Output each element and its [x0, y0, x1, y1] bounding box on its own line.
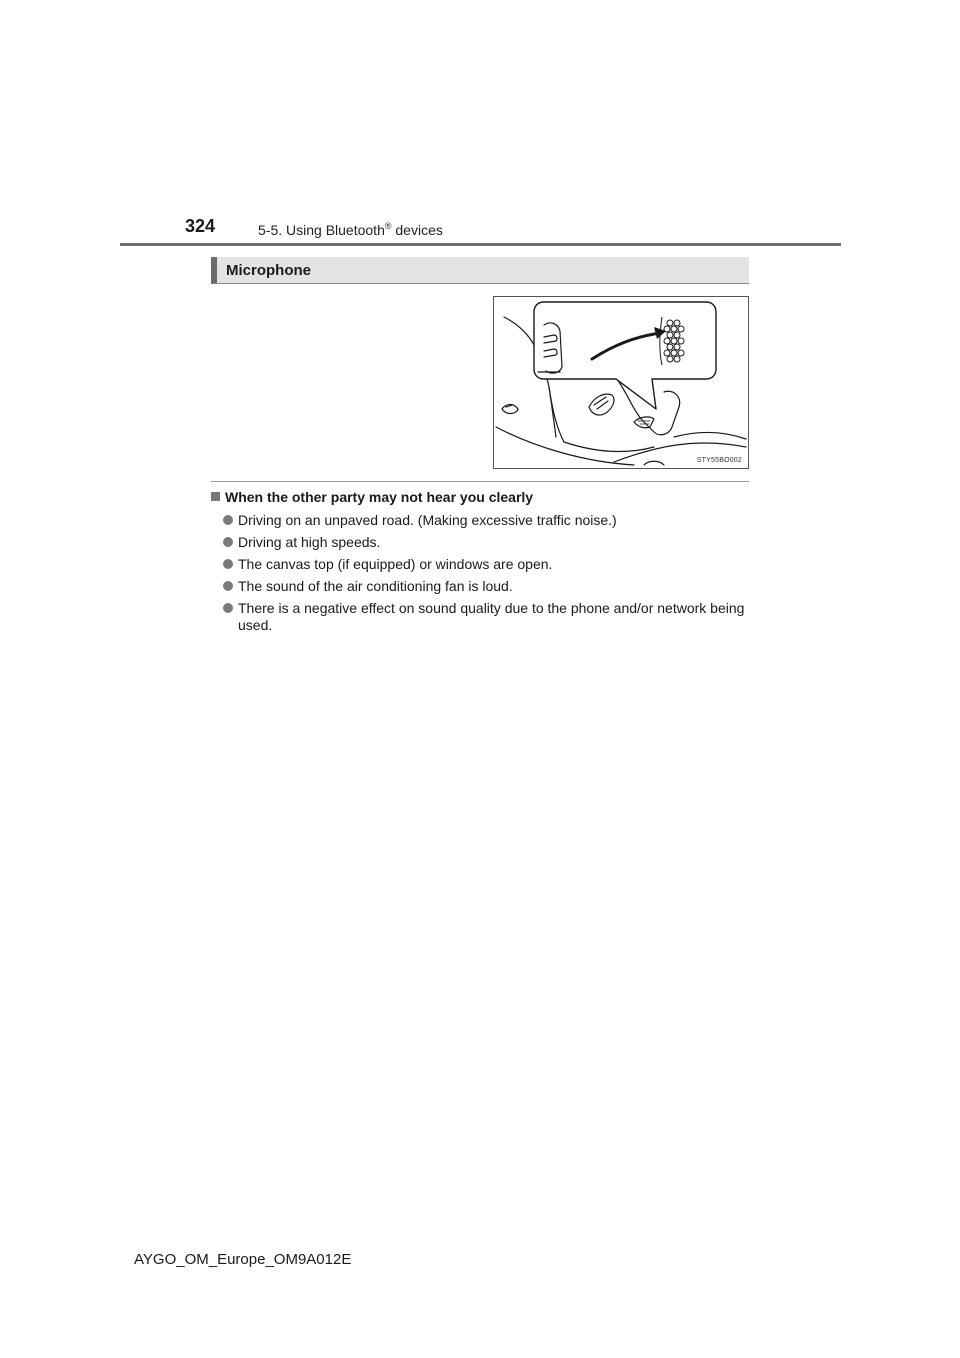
round-bullet-icon	[223, 515, 233, 525]
list-item: There is a negative effect on sound quality due to the phone and/or network being used.	[223, 600, 753, 634]
note-heading-text: When the other party may not hear you clearly	[225, 489, 534, 505]
list-item: Driving on an unpaved road. (Making excessive traffic noise.)	[223, 512, 753, 529]
microphone-illustration	[493, 296, 749, 469]
breadcrumb-suffix: devices	[391, 222, 443, 238]
overhead-console-drawing	[494, 297, 748, 468]
note-heading	[211, 489, 533, 505]
section-title: Microphone	[226, 262, 311, 279]
figure-code: STY55BO002	[696, 457, 742, 464]
round-bullet-icon	[223, 537, 233, 547]
round-bullet-icon	[223, 581, 233, 591]
section-title-bar	[211, 257, 749, 284]
condition-list	[223, 512, 753, 639]
round-bullet-icon	[223, 559, 233, 569]
breadcrumb	[258, 221, 443, 238]
document-id-footer: AYGO_OM_Europe_OM9A012E	[134, 1251, 352, 1268]
header-rule	[120, 243, 841, 246]
list-item: Driving at high speeds.	[223, 534, 753, 551]
list-item: The canvas top (if equipped) or windows are open.	[223, 556, 753, 573]
square-bullet-icon	[211, 492, 220, 501]
list-item: The sound of the air conditioning fan is loud.	[223, 578, 753, 595]
round-bullet-icon	[223, 603, 233, 613]
breadcrumb-prefix: 5-5. Using Bluetooth	[258, 222, 385, 238]
section-divider	[211, 481, 749, 482]
registered-mark: ®	[384, 221, 392, 231]
page-number: 324	[185, 216, 216, 236]
